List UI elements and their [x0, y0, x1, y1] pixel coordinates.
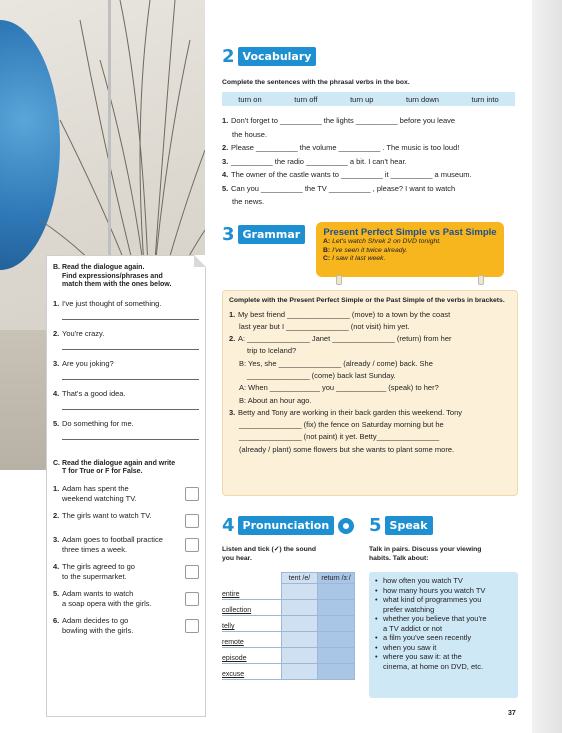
- exercise-panel-left: [46, 255, 206, 717]
- item-line: The girls want to watch TV.: [62, 510, 152, 520]
- section-c-item: [53, 535, 199, 555]
- item-text: [62, 484, 182, 504]
- pronunciation-instruction: Listen and tick (✓) the sound you hear.: [222, 546, 317, 562]
- speak-topic: [375, 605, 512, 615]
- speak-topic-text: how often you watch TV: [383, 576, 463, 585]
- bullet-icon: •: [375, 642, 378, 652]
- pronunciation-word: collection: [222, 600, 282, 616]
- section-c-item: [53, 562, 199, 582]
- item-text-continued[interactable]: the house.: [232, 129, 268, 139]
- speak-topic-text: cinema, at home on DVD, etc.: [383, 661, 484, 671]
- grammar-line-text[interactable]: B: Yes, she _______________ (already / come) back. She: [239, 358, 433, 368]
- speak-topic: [375, 586, 512, 596]
- pronunciation-row: [222, 584, 355, 600]
- pronunciation-row: [222, 632, 355, 648]
- clip-left: [336, 275, 342, 285]
- word-box-item: turn down: [406, 94, 439, 104]
- answer-line[interactable]: [62, 409, 199, 410]
- tick-cell-return[interactable]: [318, 632, 355, 648]
- page-edge: [532, 0, 562, 733]
- grammar-exercise: [222, 290, 518, 496]
- item-text[interactable]: The owner of the castle wants to __________ it __________ a museum.: [231, 170, 472, 179]
- grammar-line: [229, 395, 511, 407]
- true-false-box[interactable]: [185, 514, 199, 528]
- speak-topic: [375, 576, 512, 586]
- tick-cell-tent[interactable]: [282, 664, 318, 680]
- vocabulary-item: [222, 182, 522, 196]
- vocabulary-instruction: Complete the sentences with the phrasal verbs in the box.: [222, 79, 410, 86]
- word-box-item: turn into: [471, 94, 499, 104]
- true-false-box[interactable]: [185, 592, 199, 606]
- item-number: 5.: [222, 183, 229, 193]
- speak-header: [369, 515, 433, 536]
- bullet-icon: •: [375, 652, 378, 661]
- tick-cell-tent[interactable]: [282, 648, 318, 664]
- pronunciation-word: remote: [222, 632, 282, 648]
- section-b-item: [53, 359, 199, 368]
- grammar-box-title: Present Perfect Simple vs Past Simple: [323, 227, 497, 238]
- grammar-line: [229, 309, 511, 321]
- example-text: I saw it last week.: [332, 255, 386, 262]
- vocabulary-item: [222, 168, 522, 182]
- pronunciation-row: [222, 616, 355, 632]
- speak-topic: [375, 624, 512, 634]
- grammar-line: [229, 419, 511, 431]
- section-title: Grammar: [238, 225, 306, 244]
- grammar-line: [229, 321, 511, 333]
- section-c-item: [53, 484, 199, 504]
- example-text: I've seen it twice already.: [332, 246, 408, 254]
- grammar-line-text[interactable]: _______________ (fix) the fence on Saturday morning but he: [239, 420, 444, 430]
- item-number: 2.: [53, 328, 60, 338]
- item-text: I've just thought of something.: [62, 298, 162, 308]
- pronunciation-word: telly: [222, 616, 282, 632]
- bullet-icon: •: [375, 633, 378, 642]
- item-text: Are you joking?: [62, 358, 114, 368]
- section-number: 5: [369, 515, 382, 536]
- section-b-items: [53, 299, 199, 440]
- speak-topic: [375, 595, 512, 605]
- true-false-box[interactable]: [185, 565, 199, 579]
- speak-topic-text: what kind of programmes you: [383, 595, 482, 604]
- section-b-heading: B. Read the dialogue again. Find expressions/phrases and match them with the ones below.: [53, 264, 172, 288]
- speak-topic: [375, 614, 512, 624]
- vocabulary-header: [222, 46, 316, 67]
- item-text[interactable]: Can you __________ the TV __________ , please? I want to watch: [231, 183, 456, 193]
- grammar-line-text[interactable]: B: About an hour ago.: [239, 395, 312, 405]
- grammar-line-text[interactable]: (already / plant) some flowers but she wants to plant some more.: [239, 444, 455, 454]
- item-text[interactable]: Don't forget to __________ the lights __________ before you leave: [231, 116, 456, 125]
- tick-cell-tent[interactable]: [282, 632, 318, 648]
- speak-instruction: Talk in pairs. Discuss your viewing habits. Talk about:: [369, 546, 482, 562]
- item-number: 5.: [53, 418, 60, 428]
- item-number: 3.: [53, 534, 60, 544]
- page-fold: [194, 255, 206, 267]
- section-number: 3: [222, 224, 235, 245]
- item-number: 3.: [222, 156, 229, 166]
- word-box-item: turn up: [350, 94, 374, 104]
- tick-cell-return[interactable]: [318, 664, 355, 680]
- section-c-item: [53, 616, 199, 636]
- speak-topic-text: whether you believe that you're: [383, 614, 487, 623]
- audio-cd-icon[interactable]: [338, 518, 354, 534]
- speaker-label: C:: [323, 255, 331, 262]
- item-text[interactable]: Please __________ the volume __________ . The music is too loud!: [231, 143, 460, 152]
- pronunciation-row: [222, 648, 355, 664]
- grammar-instruction: Complete with the Present Perfect Simple or the Past Simple of the verbs in brackets.: [229, 297, 505, 304]
- bullet-icon: •: [375, 576, 378, 585]
- answer-line[interactable]: [62, 379, 199, 380]
- grammar-lines: [229, 309, 511, 457]
- pronunciation-word: episode: [222, 648, 282, 664]
- tick-cell-return[interactable]: [318, 616, 355, 632]
- tick-cell-return[interactable]: [318, 600, 355, 616]
- col-return: return /ɜː/: [318, 573, 355, 584]
- section-b-item: [53, 389, 199, 398]
- tick-cell-tent[interactable]: [282, 584, 318, 600]
- grammar-line-text[interactable]: A: _______________ Janet _______________ (return) from her: [238, 334, 452, 344]
- section-b-item: [53, 329, 199, 338]
- true-false-box[interactable]: [185, 619, 199, 633]
- vocabulary-item: [222, 141, 522, 155]
- speaker-label: A:: [323, 238, 331, 245]
- bullet-icon: [375, 662, 383, 672]
- speak-topic: [375, 633, 512, 643]
- speak-topic-text: a TV addict or not: [383, 623, 443, 633]
- item-number: 1.: [53, 483, 60, 493]
- grammar-example-line: [323, 238, 497, 247]
- grammar-line: [229, 444, 511, 456]
- speak-topic-text: a film you've seen recently: [383, 633, 472, 642]
- grammar-line-text[interactable]: last year but I _______________ (not visit) him yet.: [239, 321, 410, 331]
- word-box-item: turn on: [238, 94, 262, 104]
- grammar-line: [229, 382, 511, 394]
- section-c-item: [53, 511, 199, 528]
- section-title: Vocabulary: [238, 47, 317, 66]
- tick-cell-return[interactable]: [318, 584, 355, 600]
- vocabulary-item: [222, 155, 522, 169]
- grammar-line: [229, 345, 511, 357]
- section-c-items: [53, 484, 199, 636]
- pronunciation-row: [222, 664, 355, 680]
- bullet-icon: •: [375, 585, 378, 595]
- item-line: Adam goes to football practice: [62, 534, 163, 544]
- answer-line[interactable]: [62, 439, 199, 440]
- item-line: weekend watching TV.: [62, 493, 137, 503]
- grammar-line-text[interactable]: A: When ____________ you ____________ (speak) to her?: [239, 383, 439, 393]
- section-c-heading: C. Read the dialogue again and write T for True or F for False.: [53, 459, 176, 475]
- item-line: Adam wants to watch: [62, 588, 134, 598]
- grammar-line: [229, 370, 511, 382]
- grammar-example-line: [323, 255, 497, 264]
- item-text[interactable]: __________ the radio __________ a bit. I can't hear.: [231, 156, 407, 166]
- section-c-item: [53, 589, 199, 609]
- item-number: 2.: [222, 143, 229, 152]
- col-tent: tent /e/: [282, 573, 318, 584]
- clip-right: [478, 275, 484, 285]
- speaker-label: B:: [323, 246, 331, 254]
- word-box: [222, 92, 515, 106]
- floor-lamp: [108, 0, 111, 260]
- speak-topic-text: where you saw it: at the: [383, 652, 462, 661]
- grammar-line: [229, 407, 511, 419]
- grammar-line-text[interactable]: _______________ (not paint) it yet. Betty_______________: [239, 432, 440, 442]
- item-number: 2.: [53, 510, 60, 520]
- answer-line[interactable]: [62, 319, 199, 320]
- item-number: 3.: [53, 358, 60, 368]
- item-number: 2.: [229, 334, 236, 344]
- grammar-line-text[interactable]: _______________ (come) back last Sunday.: [247, 370, 396, 380]
- speak-topic-text: how many hours you watch TV: [383, 585, 486, 595]
- grammar-line-text[interactable]: trip to Iceland?: [247, 346, 297, 356]
- item-text: [62, 535, 182, 555]
- item-number: 4.: [53, 561, 60, 571]
- item-number: 4.: [222, 170, 229, 179]
- tick-cell-return[interactable]: [318, 648, 355, 664]
- vocabulary-item: [222, 114, 522, 128]
- pronunciation-header: [222, 515, 354, 536]
- speak-topics-box: [369, 572, 518, 698]
- bullet-icon: •: [375, 614, 378, 623]
- section-number: 2: [222, 46, 235, 67]
- item-line: to the supermarket.: [62, 571, 127, 581]
- grammar-header: [222, 224, 305, 245]
- item-number: 6.: [53, 615, 60, 625]
- grammar-line: [229, 358, 511, 370]
- true-false-box[interactable]: [185, 487, 199, 501]
- item-text: That's a good idea.: [62, 388, 126, 398]
- speak-topic: [375, 643, 512, 653]
- bullet-icon: [375, 624, 383, 634]
- item-text: [62, 616, 182, 636]
- speak-topic: [375, 652, 512, 662]
- grammar-line: [229, 431, 511, 443]
- grammar-line: [229, 333, 511, 345]
- item-line: three times a week.: [62, 544, 128, 554]
- section-number: 4: [222, 515, 235, 536]
- tick-cell-tent[interactable]: [282, 600, 318, 616]
- section-title: Pronunciation: [238, 516, 335, 535]
- item-line: The girls agreed to go: [62, 561, 135, 571]
- speak-topic-text: prefer watching: [383, 604, 435, 614]
- item-line: a soap opera with the girls.: [62, 598, 152, 608]
- page-number: 37: [508, 710, 516, 717]
- item-line: bowling with the girls.: [62, 625, 134, 635]
- pronunciation-table: [222, 572, 355, 680]
- item-number: 5.: [53, 588, 60, 598]
- grammar-line-text[interactable]: Betty and Tony are working in their back garden this weekend. Tony: [238, 407, 463, 417]
- item-text: You're crazy.: [62, 328, 105, 338]
- pronunciation-word: entire: [222, 584, 282, 600]
- pronunciation-row: [222, 600, 355, 616]
- item-text: [62, 511, 182, 521]
- item-number: 1.: [222, 116, 229, 125]
- item-number: 3.: [229, 407, 236, 417]
- item-text-continued[interactable]: the news.: [232, 197, 265, 206]
- section-title: Speak: [385, 516, 433, 535]
- section-b-item: [53, 419, 199, 428]
- true-false-box[interactable]: [185, 538, 199, 552]
- grammar-example-line: [323, 247, 497, 256]
- item-number: 4.: [53, 388, 60, 398]
- word-box-item: turn off: [294, 94, 318, 104]
- item-line: Adam has spent the: [62, 483, 129, 493]
- tick-cell-tent[interactable]: [282, 616, 318, 632]
- bullet-icon: [375, 605, 383, 615]
- grammar-example-box: [316, 222, 504, 277]
- item-text: Do something for me.: [62, 418, 134, 428]
- speak-topic-text: when you saw it: [383, 642, 437, 652]
- answer-line[interactable]: [62, 349, 199, 350]
- item-line: Adam decides to go: [62, 615, 129, 625]
- item-text: [62, 589, 182, 609]
- speak-topic: [375, 662, 512, 672]
- grammar-line-text[interactable]: My best friend _______________ (move) to a town by the coast: [238, 309, 451, 319]
- item-number: 1.: [229, 309, 236, 319]
- grammar-box-lines: [323, 238, 497, 264]
- section-b-item: [53, 299, 199, 308]
- example-text: Let's watch Shrek 2 on DVD tonight.: [332, 238, 442, 245]
- item-number: 1.: [53, 298, 60, 308]
- vocabulary-sentences: [222, 114, 522, 209]
- pronunciation-word: excuse: [222, 664, 282, 680]
- bullet-icon: •: [375, 595, 378, 604]
- item-text: [62, 562, 182, 582]
